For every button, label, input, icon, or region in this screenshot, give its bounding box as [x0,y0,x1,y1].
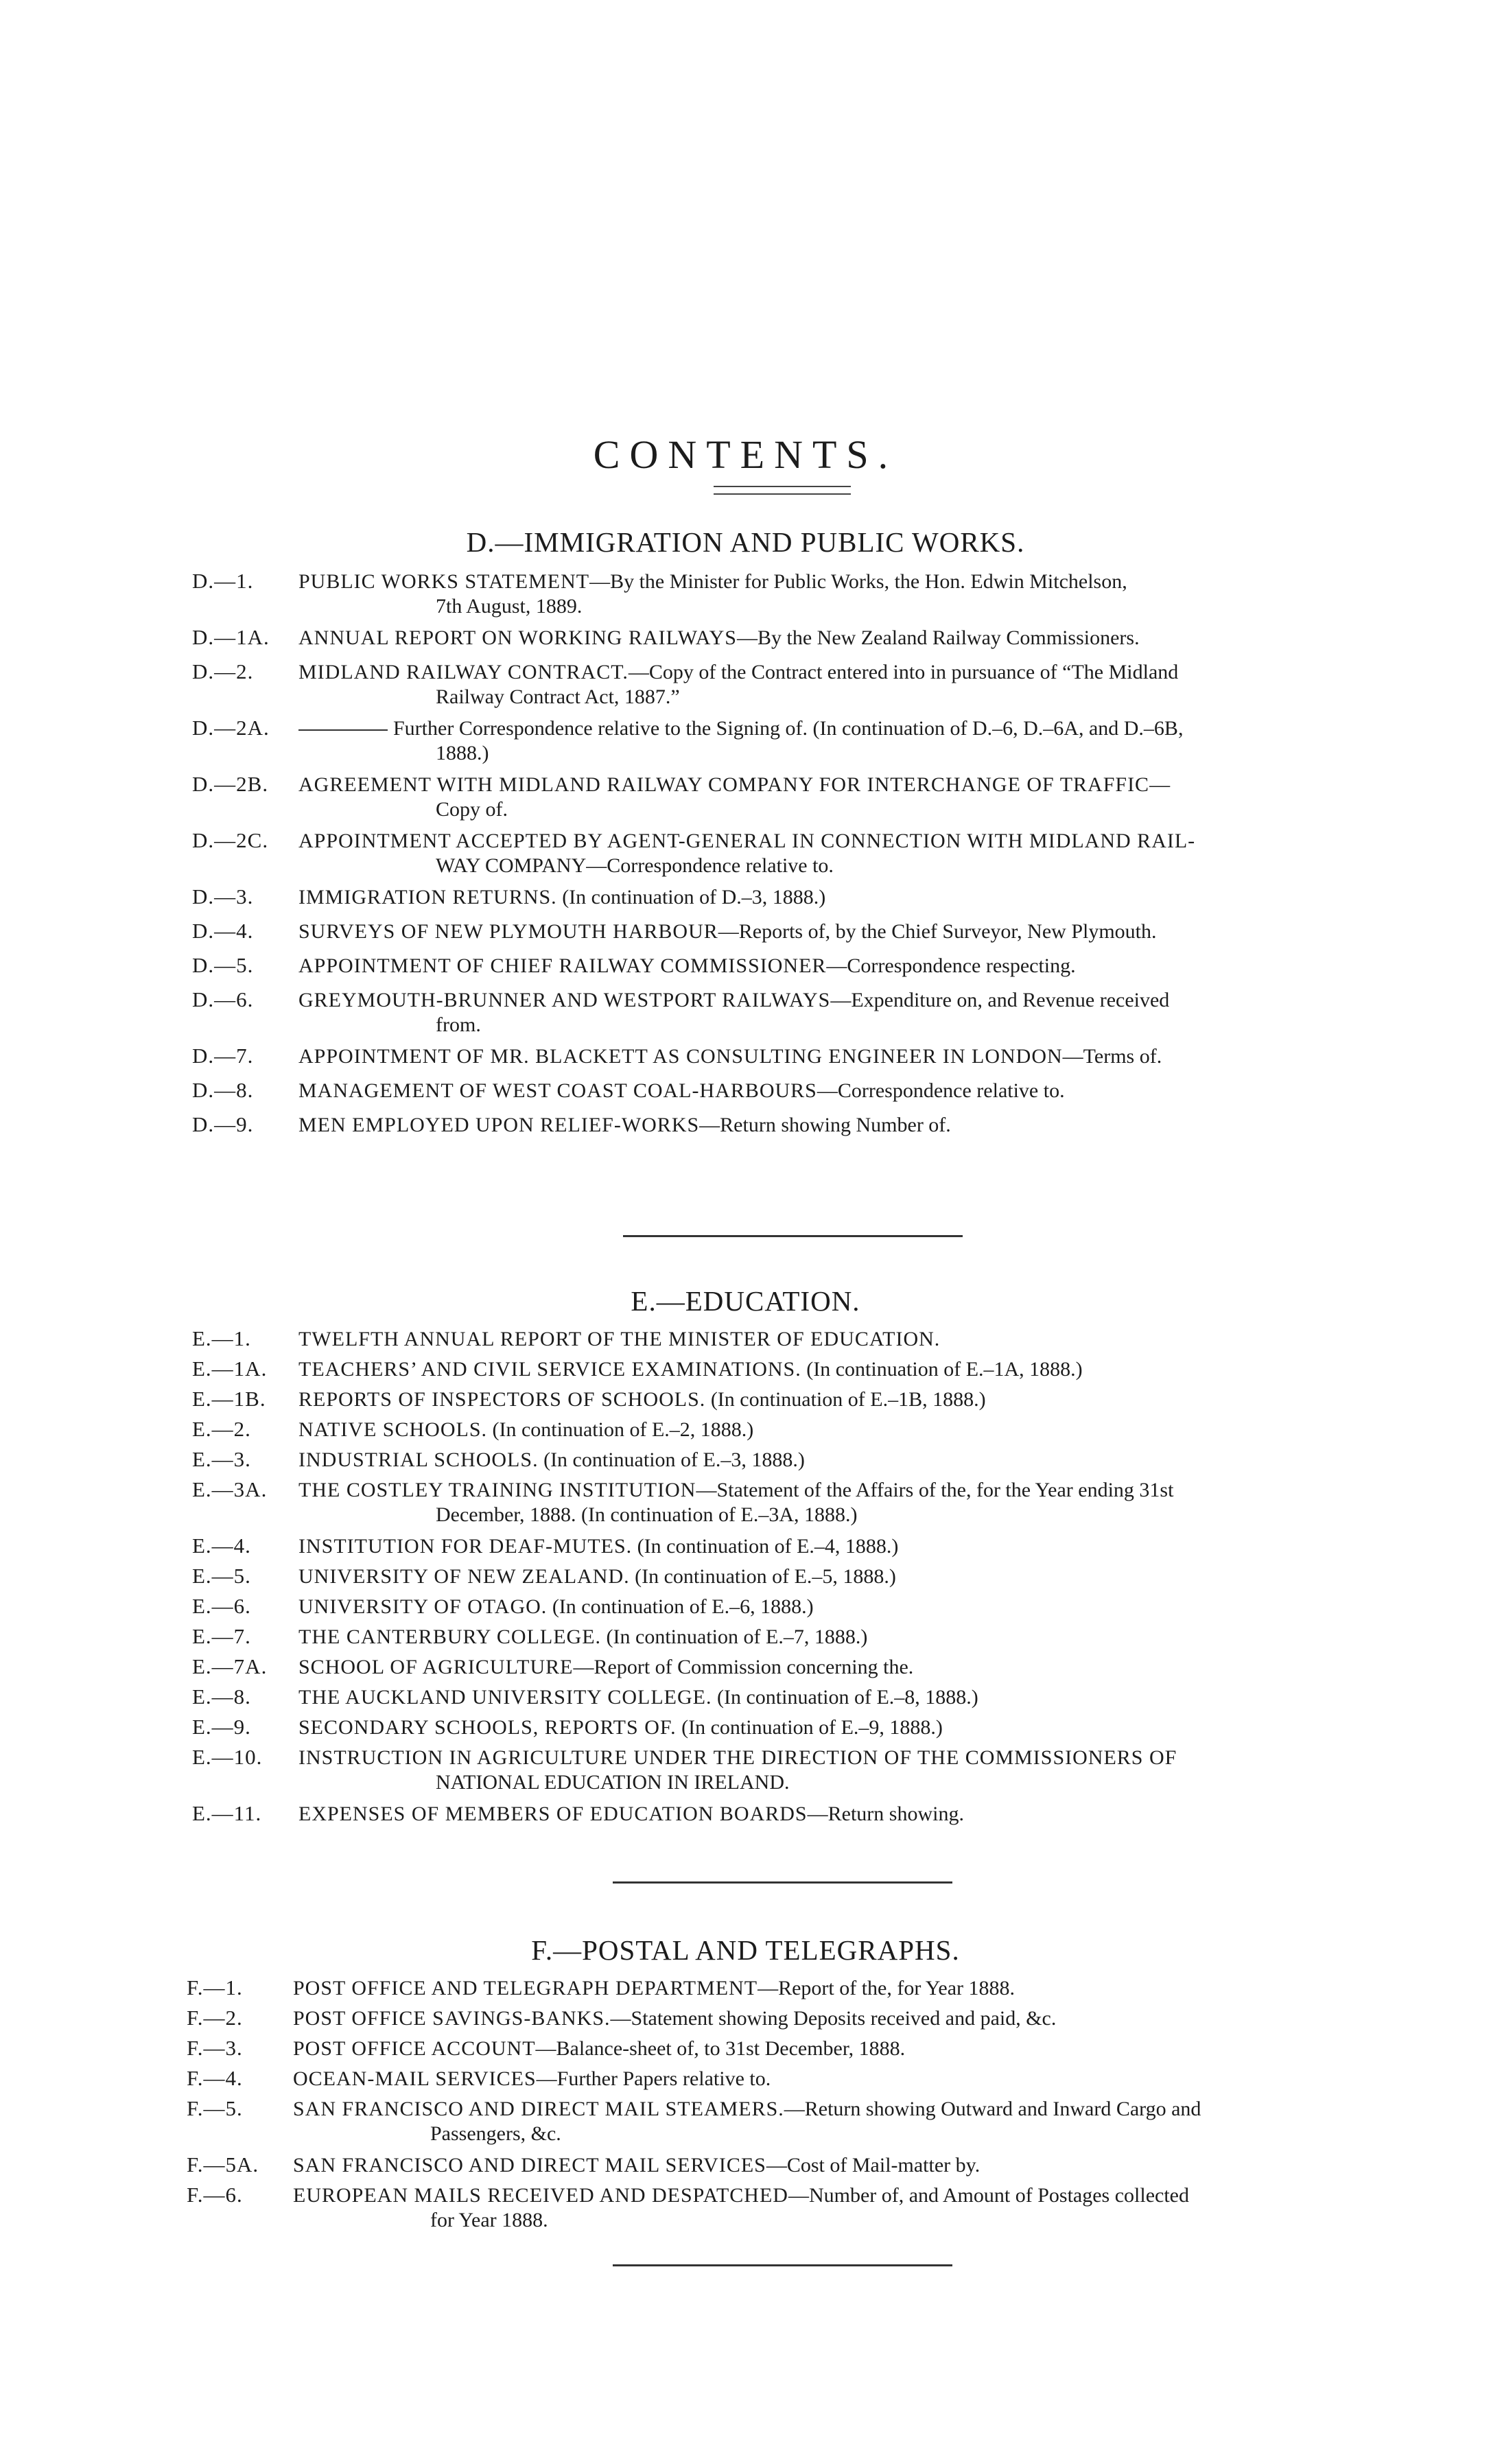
contents-entry [192,1477,1491,1527]
title-double-rule [714,486,851,495]
entry-title: SAN FRANCISCO AND DIRECT MAIL STEAMERS. [293,2098,784,2120]
entry-detail: (In continuation of E.–1A, 1888.) [801,1358,1083,1381]
entry-detail: (In continuation of E.–9, 1888.) [676,1716,943,1739]
entry-code: E.—3. [192,1447,251,1471]
ditto-rule [298,729,388,731]
contents-entry [192,1112,1491,1138]
contents-entry [192,1714,1491,1740]
section-divider [623,1235,963,1237]
entry-code: F.—1. [187,1975,243,1999]
entry-title: MIDLAND RAILWAY CONTRACT. [298,661,629,683]
entry-code: F.—2. [187,2006,243,2030]
entry-title: REPORTS OF INSPECTORS OF SCHOOLS. [298,1388,706,1411]
entry-title: INDUSTRIAL SCHOOLS. [298,1448,539,1471]
entry-title: POST OFFICE AND TELEGRAPH DEPARTMENT [293,1977,758,1999]
entry-description [293,2152,1391,2178]
contents-entry [192,1533,1491,1559]
section-divider [613,2264,952,2266]
entry-continuation: WAY COMPANY—Correspondence relative to. [436,854,834,877]
entry-description [293,2182,1391,2233]
contents-entry [192,659,1491,709]
contents-entry [192,1800,1491,1827]
entry-code: E.—1. [192,1326,251,1350]
entry-code: D.—4. [192,919,254,943]
entry-detail: —Return showing Outward and Inward Cargo and [784,2098,1201,2120]
entry-detail: (In continuation of E.–7, 1888.) [601,1626,868,1648]
entry-description [298,1386,1396,1412]
entry-code: F.—4. [187,2066,243,2090]
entry-detail: —Copy of the Contract entered into in pursuance of “The Midland [628,661,1179,683]
entry-code: D.—6. [192,987,254,1011]
entry-detail: — [1149,773,1171,796]
entry-continuation: NATIONAL EDUCATION IN IRELAND. [436,1771,790,1794]
entry-title: IMMIGRATION RETURNS. [298,886,557,908]
entry-title: ANNUAL REPORT ON WORKING RAILWAYS [298,626,737,649]
contents-entry [187,2182,1491,2233]
entry-title: SCHOOL OF AGRICULTURE [298,1656,574,1678]
entry-description [298,659,1396,709]
entry-list [187,1975,1491,2233]
entry-title: THE AUCKLAND UNIVERSITY COLLEGE. [298,1686,712,1709]
entry-title: EUROPEAN MAILS RECEIVED AND DESPATCHED [293,2184,788,2207]
entry-title: TWELFTH ANNUAL REPORT OF THE MINISTER OF EDUCATION. [298,1328,941,1350]
contents-entry [192,771,1491,822]
entry-code: E.—2. [192,1417,251,1441]
contents-entry [192,1684,1491,1710]
entry-description [298,1593,1396,1619]
entry-title: THE COSTLEY TRAINING INSTITUTION [298,1479,696,1501]
entry-code: E.—3A. [192,1477,268,1501]
section-heading: F.—POSTAL AND TELEGRAPHS. [531,1934,960,1966]
entry-continuation: Passengers, &c. [430,2122,561,2145]
entry-description [293,2035,1391,2061]
entry-title: UNIVERSITY OF OTAGO. [298,1595,548,1618]
entry-continuation: December, 1888. (In continuation of E.–3A, 1888.) [436,1503,858,1526]
entry-detail: —Correspondence relative to. [817,1079,1065,1102]
entry-code: D.—3. [192,884,254,908]
section-heading: D.—IMMIGRATION AND PUBLIC WORKS. [466,526,1025,558]
entry-title: THE CANTERBURY COLLEGE. [298,1626,602,1648]
entry-code: D.—1A. [192,625,270,649]
contents-entry [192,1563,1491,1589]
contents-entry [187,2152,1491,2178]
entry-continuation: Copy of. [436,798,508,821]
entry-detail: (In continuation of E.–8, 1888.) [712,1686,978,1709]
entry-title: MEN EMPLOYED UPON RELIEF-WORKS [298,1114,700,1136]
entry-code: F.—3. [187,2036,243,2060]
entry-continuation: from. [436,1013,481,1036]
contents-entry [192,715,1491,766]
entry-description [298,1356,1396,1382]
contents-entry [187,2065,1491,2091]
entry-description [293,2096,1391,2146]
entry-detail: —Further Papers relative to. [536,2067,771,2090]
entry-detail: (In continuation of E.–1B, 1888.) [705,1388,986,1411]
entry-code: E.—7. [192,1624,251,1648]
contents-entry [192,624,1491,650]
entry-title: SAN FRANCISCO AND DIRECT MAIL SERVICES [293,2154,766,2176]
contents-entry [192,828,1491,878]
entry-description [298,771,1396,822]
entry-title: POST OFFICE ACCOUNT [293,2037,536,2060]
entry-detail: —Expenditure on, and Revenue received [830,989,1170,1011]
contents-entry [192,1654,1491,1680]
section-heading: E.—EDUCATION. [631,1285,860,1317]
entry-title: UNIVERSITY OF NEW ZEALAND. [298,1565,630,1588]
contents-entry [192,568,1491,619]
entry-description [293,1975,1391,2001]
entry-code: F.—5. [187,2096,243,2120]
entry-title: INSTRUCTION IN AGRICULTURE UNDER THE DIRECTION OF THE COMMISSIONERS OF [298,1746,1177,1769]
entry-continuation: Railway Contract Act, 1887.” [436,685,680,708]
entry-detail: —Statement of the Affairs of the, for the Year ending 31st [696,1479,1174,1501]
entry-description [298,624,1396,650]
entry-title: SURVEYS OF NEW PLYMOUTH HARBOUR [298,920,718,943]
entry-detail: —Cost of Mail-matter by. [766,2154,981,2176]
entry-description [298,1533,1396,1559]
entry-detail: (In continuation of E.–6, 1888.) [547,1595,814,1618]
entry-description [298,1326,1396,1352]
entry-description [298,1714,1396,1740]
entry-title: MANAGEMENT OF WEST COAST COAL-HARBOURS [298,1079,817,1102]
entry-title: GREYMOUTH-BRUNNER AND WESTPORT RAILWAYS [298,989,831,1011]
contents-entry [187,1975,1491,2001]
entry-title: SECONDARY SCHOOLS, REPORTS OF. [298,1716,677,1739]
entry-code: D.—2C. [192,828,269,852]
entry-detail: —Return showing. [807,1803,964,1825]
entry-description [298,1800,1396,1827]
entry-code: D.—7. [192,1044,254,1068]
entry-continuation: for Year 1888. [430,2209,548,2231]
entry-title: INSTITUTION FOR DEAF-MUTES. [298,1535,633,1558]
entry-description [298,918,1396,944]
entry-code: E.—1B. [192,1387,266,1411]
entry-code: F.—5A. [187,2152,259,2176]
entry-list [192,1326,1491,1827]
entry-description [298,568,1396,619]
entry-code: E.—1A. [192,1357,268,1381]
entry-code: D.—2B. [192,772,269,796]
entry-code: E.—6. [192,1594,251,1618]
entry-title: APPOINTMENT OF MR. BLACKETT AS CONSULTING ENGINEER IN LONDON [298,1045,1063,1068]
entry-code: E.—5. [192,1564,251,1588]
contents-entry [192,1386,1491,1412]
entry-description [298,1654,1396,1680]
entry-detail: (In continuation of E.–3, 1888.) [538,1448,805,1471]
entry-detail: —Report of the, for Year 1888. [758,1977,1015,1999]
entry-code: D.—2. [192,659,254,683]
section-immigration-public-works [0,521,1491,1146]
entry-title: TEACHERS’ AND CIVIL SERVICE EXAMINATIONS. [298,1358,801,1381]
contents-entry [192,1593,1491,1619]
entry-description [298,1684,1396,1710]
contents-entry [192,1077,1491,1103]
entry-code: E.—7A. [192,1654,268,1678]
entry-detail: —Statement showing Deposits received and paid, &c. [610,2007,1057,2030]
entry-detail: —By the New Zealand Railway Commissioners. [737,626,1140,649]
entry-description [298,828,1396,878]
entry-description [298,952,1396,978]
entry-detail: —By the Minister for Public Works, the Hon. Edwin Mitchelson, [589,570,1127,593]
entry-description [298,987,1396,1037]
entry-description [298,1416,1396,1442]
entry-code: D.—9. [192,1112,254,1136]
entry-description [298,1563,1396,1589]
entry-title: APPOINTMENT OF CHIEF RAILWAY COMMISSIONER [298,954,827,977]
entry-detail: Further Correspondence relative to the Signing of. (In continuation of D.–6, D.–6A, and D.–6B, [393,717,1184,740]
entry-description [298,884,1396,910]
entry-detail: (In continuation of E.–2, 1888.) [487,1418,754,1441]
entry-detail: —Terms of. [1062,1045,1162,1068]
contents-entry [192,884,1491,910]
entry-code: E.—11. [192,1801,262,1825]
entry-detail: —Correspondence respecting. [826,954,1076,977]
entry-description [298,1446,1396,1472]
entry-title: AGREEMENT WITH MIDLAND RAILWAY COMPANY FOR INTERCHANGE OF TRAFFIC [298,773,1150,796]
entry-title: PUBLIC WORKS STATEMENT [298,570,590,593]
contents-entry [187,2035,1491,2061]
contents-entry [192,1416,1491,1442]
contents-entry [192,918,1491,944]
entry-title: APPOINTMENT ACCEPTED BY AGENT-GENERAL IN CONNECTION WITH MIDLAND RAIL- [298,830,1196,852]
entry-code: F.—6. [187,2183,243,2207]
contents-entry [187,2096,1491,2146]
entry-code: D.—1. [192,569,254,593]
contents-entry [192,952,1491,978]
entry-title: EXPENSES OF MEMBERS OF EDUCATION BOARDS [298,1803,808,1825]
entry-description [298,1043,1396,1069]
entry-code: E.—4. [192,1534,251,1558]
contents-entry [192,1043,1491,1069]
entry-description [298,1623,1396,1650]
contents-entry [192,987,1491,1037]
contents-entry [192,1744,1491,1795]
entry-description [298,1744,1396,1795]
entry-detail: (In continuation of E.–5, 1888.) [629,1565,896,1588]
contents-entry [192,1326,1491,1352]
entry-description [293,2005,1391,2031]
entry-detail: —Reports of, by the Chief Surveyor, New Plymouth. [718,920,1157,943]
contents-entry [187,2005,1491,2031]
section-divider [613,1881,952,1884]
entry-detail: —Report of Commission concerning the. [573,1656,914,1678]
contents-entry [192,1356,1491,1382]
entry-title: OCEAN-MAIL SERVICES [293,2067,537,2090]
entry-continuation: 1888.) [436,742,489,764]
entry-title: NATIVE SCHOOLS. [298,1418,488,1441]
entry-detail: —Balance-sheet of, to 31st December, 1888. [535,2037,906,2060]
entry-description [298,1077,1396,1103]
section-education [0,1280,1491,1831]
page-title: CONTENTS. [593,432,898,477]
entry-description [298,1112,1396,1138]
entry-code: D.—5. [192,953,254,977]
entry-description [298,715,1396,766]
entry-detail: (In continuation of E.–4, 1888.) [632,1535,899,1558]
entry-code: D.—2A. [192,716,270,740]
entry-code: D.—8. [192,1078,254,1102]
entry-detail: —Number of, and Amount of Postages collected [788,2184,1189,2207]
entry-detail: —Return showing Number of. [699,1114,951,1136]
entry-code: E.—9. [192,1715,251,1739]
entry-title: POST OFFICE SAVINGS-BANKS. [293,2007,611,2030]
contents-entry [192,1446,1491,1472]
contents-entry [192,1623,1491,1650]
entry-description [298,1477,1396,1527]
entry-code: E.—10. [192,1745,263,1769]
entry-code: E.—8. [192,1685,251,1709]
entry-detail: (In continuation of D.–3, 1888.) [556,886,826,908]
entry-list [192,568,1491,1138]
entry-continuation: 7th August, 1889. [436,595,583,618]
section-postal-telegraphs [0,1929,1491,2238]
entry-description [293,2065,1391,2091]
